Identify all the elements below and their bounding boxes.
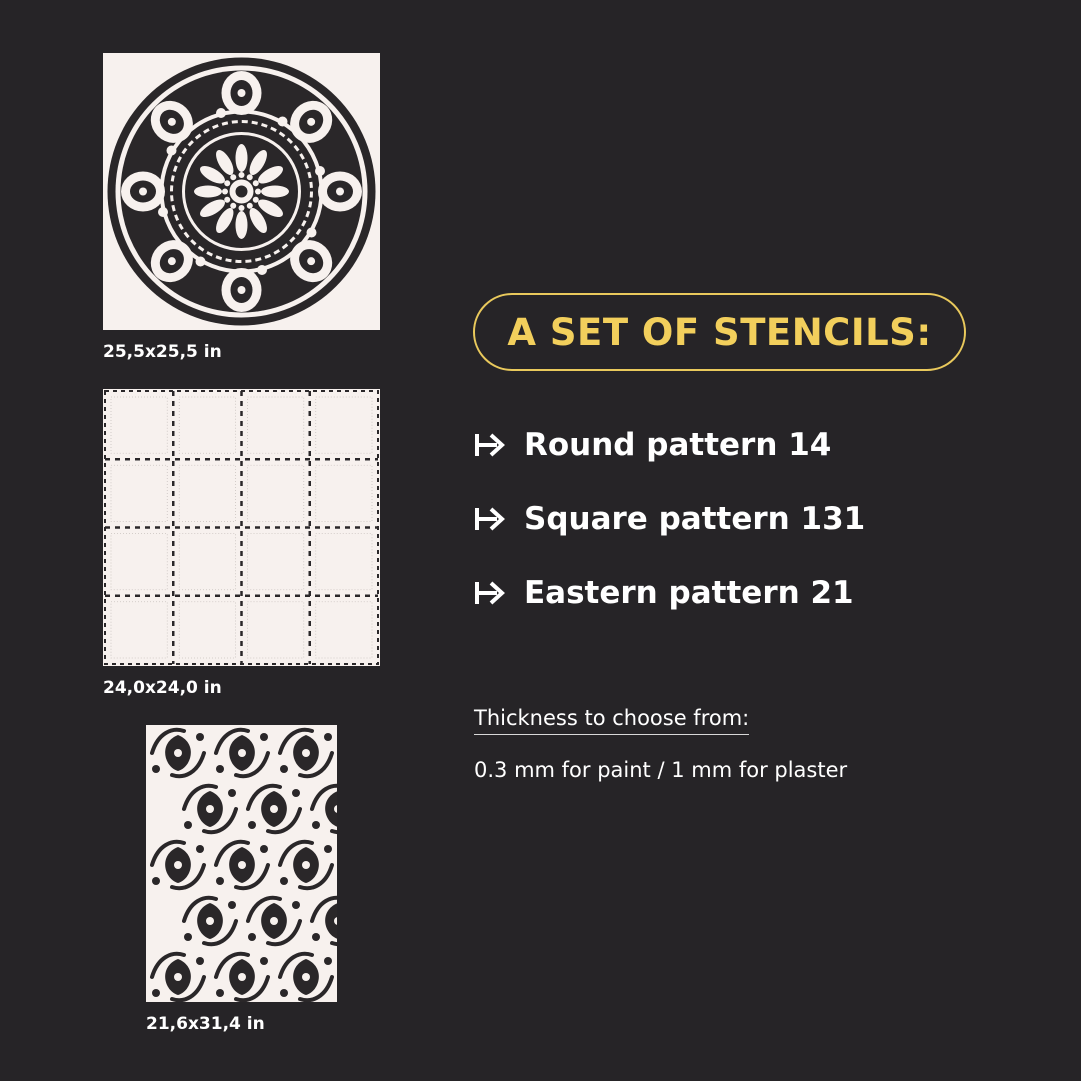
page-title: A SET OF STENCILS:	[507, 310, 932, 354]
list-item	[474, 420, 865, 470]
pattern-eastern-label: Eastern pattern 21	[524, 575, 854, 611]
title-pill	[473, 293, 966, 371]
pattern-square-label: Square pattern 131	[524, 501, 866, 537]
square-stencil-size: 24,0x24,0 in	[103, 678, 222, 698]
eastern-stencil-size: 21,6x31,4 in	[146, 1014, 265, 1034]
pattern-round-label: Round pattern 14	[524, 427, 832, 463]
thickness-heading: Thickness to choose from:	[474, 706, 749, 735]
eastern-damask-icon	[146, 725, 337, 1002]
thickness-value: 0.3 mm for paint / 1 mm for plaster	[474, 758, 848, 782]
list-item	[474, 568, 865, 618]
arrow-right-to-bar-icon	[474, 506, 506, 532]
eastern-stencil-image	[146, 725, 337, 1002]
round-stencil-image	[103, 53, 380, 330]
arrow-right-to-bar-icon	[474, 580, 506, 606]
square-grid-icon	[103, 389, 380, 666]
list-item	[474, 494, 865, 544]
arrow-right-to-bar-icon	[474, 432, 506, 458]
square-stencil-image	[103, 389, 380, 666]
round-mandala-icon	[103, 53, 380, 330]
pattern-list	[474, 420, 865, 642]
round-stencil-size: 25,5x25,5 in	[103, 342, 222, 362]
